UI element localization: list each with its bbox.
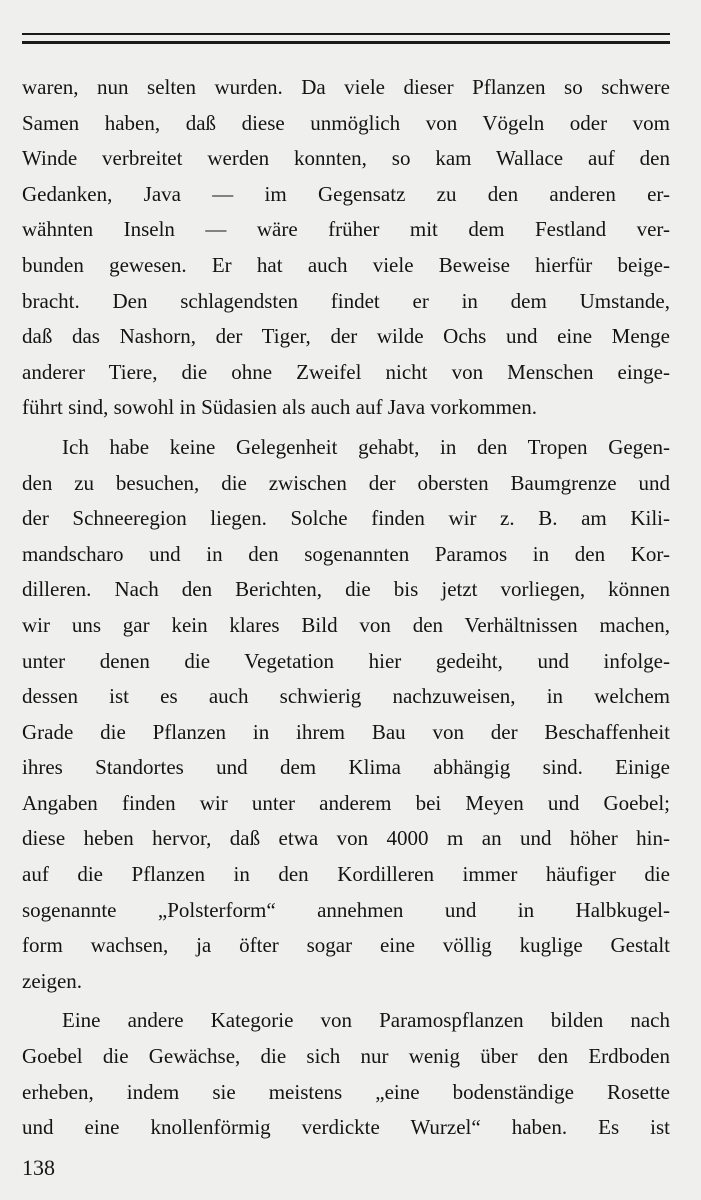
text-line: mandscharo und in den sogenannten Paramos in den Kor- <box>22 541 670 566</box>
text-line: auf die Pflanzen in den Kordilleren immer häufiger die <box>22 862 670 887</box>
text-line: waren, nun selten wurden. Da viele dieser Pflanzen so schwere <box>22 75 670 99</box>
text-line: sogenannte „Polsterform“ annehmen und in Halbkugel- <box>22 897 670 922</box>
text-line: form wachsen, ja öfter sogar eine völlig kuglige Gestalt <box>22 933 670 958</box>
text-line: unter denen die Vegetation hier gedeiht, und infolge- <box>22 648 670 673</box>
text-line: Ich habe keine Gelegenheit gehabt, in den Tropen Gegen- <box>62 434 670 459</box>
text-line: zeigen. <box>22 968 83 993</box>
text-line: Angaben finden wir unter anderem bei Meyen und Goebel; <box>22 790 670 815</box>
paragraph <box>22 1003 670 1145</box>
text-line: erheben, indem sie meistens „eine bodenständige Rosette <box>22 1079 670 1104</box>
text-line: den zu besuchen, die zwischen der obersten Baumgrenze und <box>22 470 670 495</box>
text-line: bunden gewesen. Er hat auch viele Beweise hierfür beige- <box>22 252 670 277</box>
text-line: bracht. Den schlagendsten findet er in dem Umstande, <box>22 288 670 313</box>
text-line: wähnten Inseln — wäre früher mit dem Festland ver- <box>22 217 670 242</box>
text-line: daß das Nashorn, der Tiger, der wilde Ochs und eine Menge <box>22 324 670 349</box>
text-line: wir uns gar kein klares Bild von den Verhältnissen machen, <box>22 612 670 637</box>
text-line: dessen ist es auch schwierig nachzuweisen, in welchem <box>22 684 670 709</box>
text-line: Winde verbreitet werden konnten, so kam Wallace auf den <box>22 146 670 171</box>
text-line: Goebel die Gewächse, die sich nur wenig über den Erdboden <box>22 1044 670 1069</box>
text-line: Samen haben, daß diese unmöglich von Vögeln oder vom <box>22 110 670 135</box>
text-line: dilleren. Nach den Berichten, die bis jetzt vorliegen, können <box>22 577 670 602</box>
text-line: der Schneeregion liegen. Solche finden wir z. B. am Kili- <box>22 506 670 531</box>
text-line: und eine knollenförmig verdickte Wurzel“ haben. Es ist <box>22 1115 670 1140</box>
text-line: führt sind, sowohl in Südasien als auch auf Java vorkommen. <box>22 395 537 420</box>
text-line: diese heben hervor, daß etwa von 4000 m an und höher hin- <box>22 826 670 851</box>
paragraph <box>22 430 670 1000</box>
text-line: ihres Standortes und dem Klima abhängig sind. Einige <box>22 755 670 780</box>
header-rule-thin <box>22 33 670 35</box>
page-number: 138 <box>22 1155 55 1180</box>
header-rule-thick <box>22 41 670 44</box>
text-line: Grade die Pflanzen in ihrem Bau von der Beschaffenheit <box>22 719 670 744</box>
text-line: Eine andere Kategorie von Paramospflanzen bilden nach <box>62 1008 670 1033</box>
text-line: anderer Tiere, die ohne Zweifel nicht von Menschen einge- <box>22 359 670 384</box>
body-text <box>22 70 670 1146</box>
text-line: Gedanken, Java — im Gegensatz zu den anderen er- <box>22 181 670 206</box>
paragraph <box>22 70 670 426</box>
